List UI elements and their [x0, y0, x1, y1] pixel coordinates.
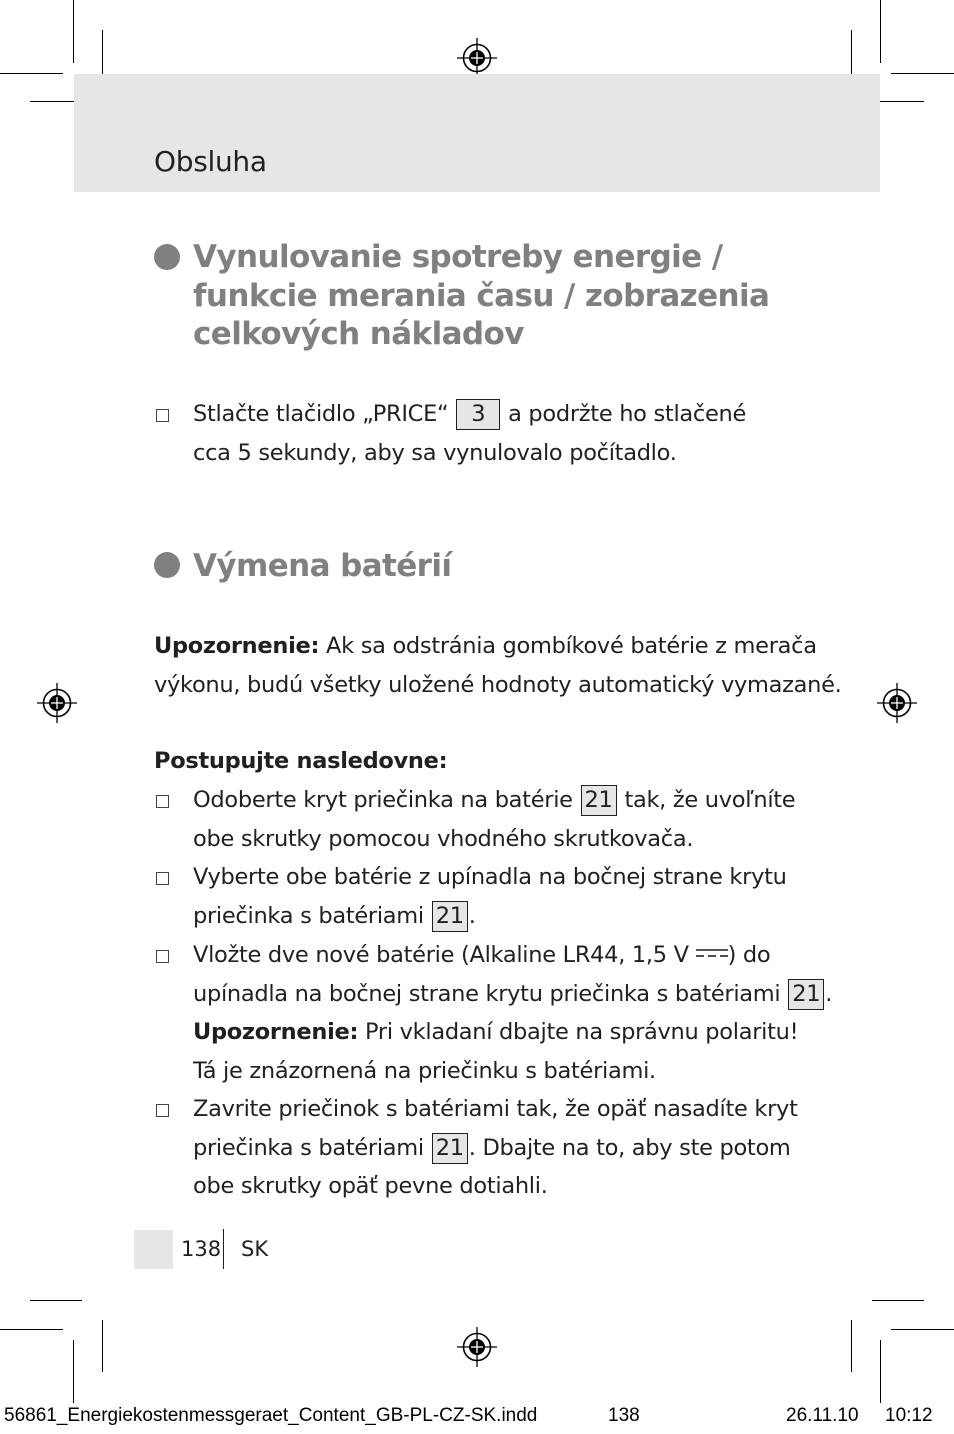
registration-mark-icon	[457, 38, 497, 78]
step-text: Zavrite priečinok s batériami tak, že opäť nasadíte kryt	[193, 1096, 798, 1122]
reference-number: 21	[432, 901, 468, 932]
registration-mark-icon	[457, 1327, 497, 1367]
crop-mark	[851, 1320, 852, 1372]
step-text: . Dbajte na to, aby ste potom	[468, 1134, 791, 1161]
step-text: Tá je znázornená na priečinku s batériami.	[193, 1057, 656, 1084]
slug-filename: 56861_Energiekostenmessgeraet_Content_GB-PL-CZ-SK.indd	[4, 1405, 538, 1426]
heading-line: funkcie merania času / zobrazenia	[193, 277, 770, 314]
warning-label: Upozornenie:	[154, 633, 320, 659]
reference-number: 21	[581, 785, 617, 816]
open-square-icon	[156, 872, 169, 885]
crop-mark	[880, 1340, 881, 1403]
section-heading: Výmena batérií	[193, 548, 452, 584]
step-text: Pri vkladaní dbajte na správnu polaritu!	[365, 1019, 799, 1046]
filled-circle-icon	[154, 552, 180, 578]
direct-current-icon	[696, 946, 728, 960]
footer-tab	[134, 1230, 173, 1269]
warning-text: výkonu, budú všetky uložené hodnoty automatický vymazané.	[154, 671, 842, 698]
step-text: priečinka s batériami	[193, 1134, 424, 1161]
list-item	[193, 1090, 798, 1206]
crop-mark	[880, 0, 881, 63]
open-square-icon	[156, 950, 169, 963]
section-title: Obsluha	[154, 145, 267, 178]
step-text: Stlačte tlačidlo „PRICE“	[193, 401, 449, 427]
footer-divider	[223, 1229, 224, 1269]
page-language: SK	[241, 1237, 269, 1261]
procedure-label: Postupujte nasledovne:	[154, 748, 448, 774]
crop-mark	[102, 1320, 103, 1372]
warning-label: Upozornenie:	[193, 1019, 359, 1046]
step-text: cca 5 sekundy, aby sa vynulovalo počítadlo.	[193, 439, 677, 466]
step-text: Vložte dve nové batérie (Alkaline LR44, 1,5 V	[193, 942, 689, 968]
crop-mark	[73, 0, 74, 63]
crop-mark	[872, 1300, 924, 1301]
step-reset	[193, 395, 746, 472]
slug-date: 26.11.10	[786, 1405, 859, 1426]
step-text: obe skrutky opäť pevne dotiahli.	[193, 1173, 548, 1200]
warning-paragraph	[154, 627, 841, 704]
slug-page: 138	[608, 1405, 640, 1426]
crop-mark	[30, 1300, 82, 1301]
heading-line: celkových nákladov	[193, 316, 524, 352]
open-square-icon	[156, 1104, 169, 1117]
step-text: tak, že uvoľníte	[624, 787, 796, 813]
step-text: ) do	[727, 942, 771, 968]
slug-time: 10:12	[885, 1405, 933, 1426]
reference-number: 21	[788, 979, 824, 1010]
reference-number: 21	[432, 1133, 468, 1164]
step-text: priečinka s batériami	[193, 902, 424, 929]
reference-number: 3	[456, 399, 500, 430]
registration-mark-icon	[37, 683, 77, 723]
step-text: .	[468, 902, 476, 929]
page-number: 138	[181, 1237, 222, 1261]
warning-text: Ak sa odstránia gombíkové batérie z merača	[326, 633, 817, 659]
step-text: upínadla na bočnej strane krytu priečinka s batériami	[193, 980, 781, 1007]
step-text: obe skrutky pomocou vhodného skrutkovača.	[193, 825, 694, 852]
crop-mark	[891, 73, 954, 74]
filled-circle-icon	[154, 244, 180, 270]
open-square-icon	[156, 409, 169, 422]
step-text: Vyberte obe batérie z upínadla na bočnej strane krytu	[193, 864, 787, 890]
heading-line: Vynulovanie spotreby energie /	[193, 239, 723, 275]
list-item	[193, 936, 832, 1090]
step-text: Odoberte kryt priečinka na batérie	[193, 787, 573, 813]
crop-mark	[0, 1329, 63, 1330]
registration-mark-icon	[877, 683, 917, 723]
crop-mark	[0, 73, 63, 74]
open-square-icon	[156, 795, 169, 808]
crop-mark	[73, 1340, 74, 1403]
list-item	[193, 858, 787, 935]
crop-mark	[891, 1329, 954, 1330]
step-text: a podržte ho stlačené	[508, 401, 747, 427]
step-text: .	[825, 980, 833, 1007]
section-heading	[193, 238, 769, 354]
list-item	[193, 781, 795, 858]
